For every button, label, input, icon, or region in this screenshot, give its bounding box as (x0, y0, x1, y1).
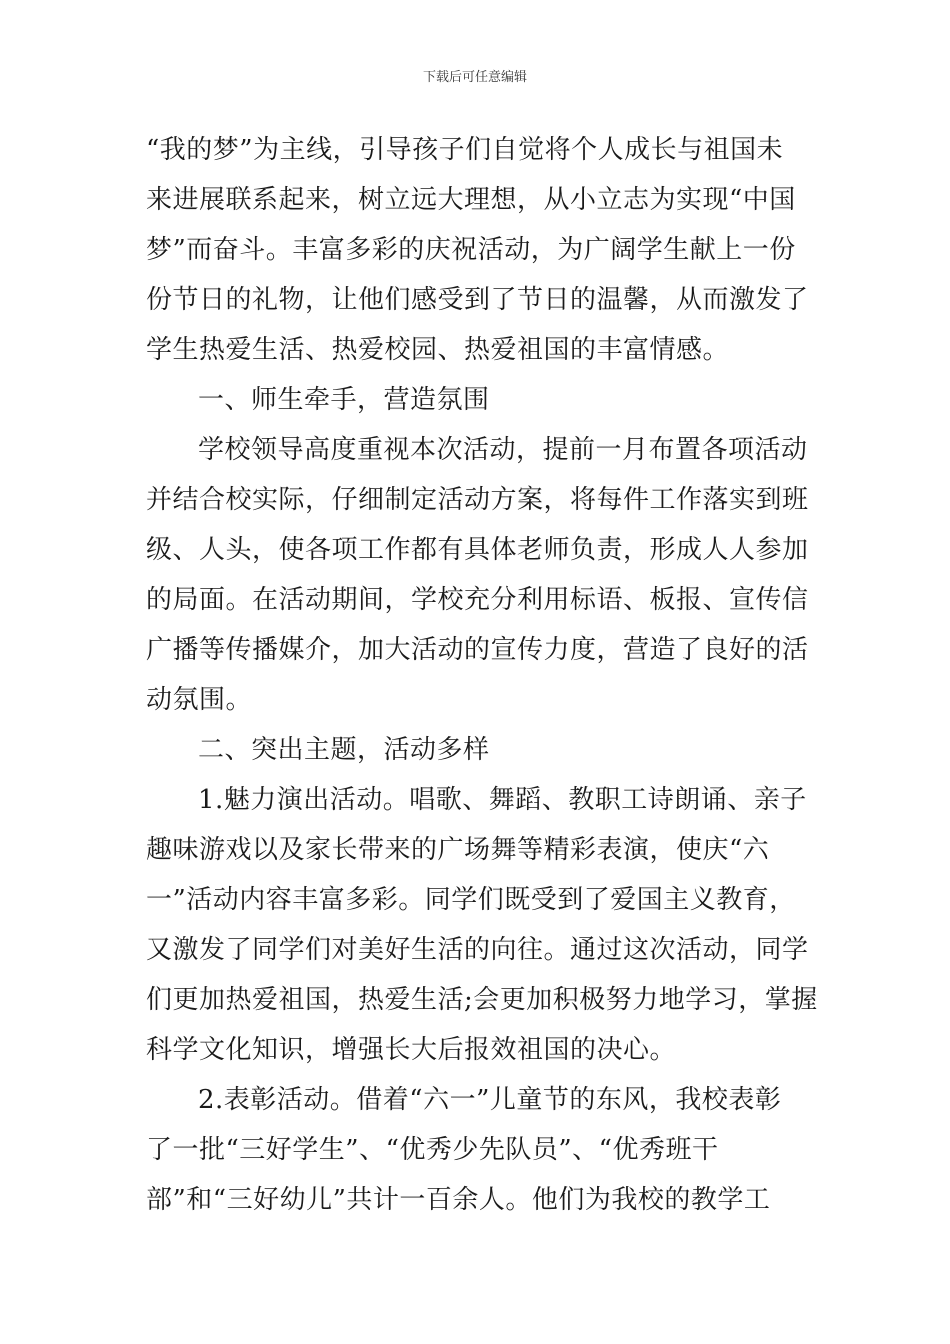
text-line: 的局面。在活动期间，学校充分利用标语、板报、宣传信 (146, 585, 809, 615)
text-line: 1.魅力演出活动。唱歌、舞蹈、教职工诗朗诵、亲子 (198, 785, 807, 815)
text-line: 趣味游戏以及家长带来的广场舞等精彩表演，使庆“六 (146, 835, 770, 865)
text-line: 一”活动内容丰富多彩。同学们既受到了爱国主义教育， (146, 885, 796, 915)
text-line: 2.表彰活动。借着“六一”儿童节的东风，我校表彰 (198, 1085, 782, 1115)
text-line: 了一批“三好学生”、“优秀少先队员”、“优秀班干 (146, 1135, 719, 1165)
text-line: 学生热爱生活、热爱校园、热爱祖国的丰富情感。 (146, 335, 730, 365)
text-line: “我的梦”为主线，引导孩子们自觉将个人成长与祖国未 (146, 135, 784, 165)
text-line: 并结合校实际，仔细制定活动方案，将每件工作落实到班 (146, 485, 809, 515)
text-line: 们更加热爱祖国，热爱生活;会更加积极努力地学习，掌握 (146, 985, 818, 1015)
text-line: 广播等传播媒介，加大活动的宣传力度，营造了良好的活 (146, 635, 809, 665)
text-line: 份节日的礼物，让他们感受到了节日的温馨，从而激发了 (146, 285, 809, 315)
text-line: 来进展联系起来，树立远大理想，从小立志为实现“中国 (146, 185, 796, 215)
page-header: 下载后可任意编辑 (422, 70, 527, 85)
document-body (146, 125, 818, 1225)
text-line: 一、师生牵手，营造氛围 (198, 385, 490, 415)
text-line: 学校领导高度重视本次活动，提前一月布置各项活动 (198, 435, 808, 465)
text-line: 二、突出主题，活动多样 (198, 735, 490, 765)
text-line: 部”和“三好幼儿”共计一百余人。他们为我校的教学工 (146, 1185, 771, 1215)
text-line: 又激发了同学们对美好生活的向往。通过这次活动，同学 (146, 935, 809, 965)
text-line: 科学文化知识，增强长大后报效祖国的决心。 (146, 1035, 677, 1065)
text-line: 动氛围。 (146, 685, 253, 715)
text-line: 梦”而奋斗。丰富多彩的庆祝活动，为广阔学生献上一份 (146, 235, 796, 265)
text-line: 级、人头，使各项工作都有具体老师负责，形成人人参加 (146, 535, 809, 565)
